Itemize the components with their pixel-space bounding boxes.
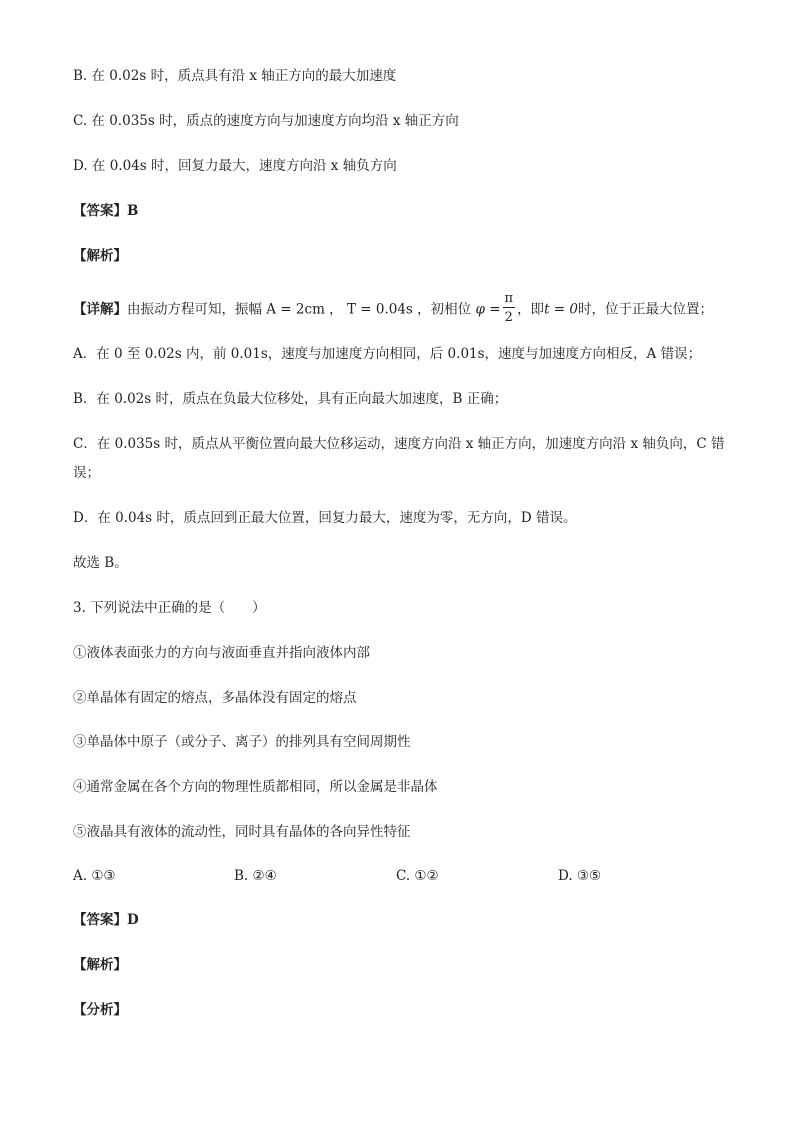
q3-statement-4: ④通常金属在各个方向的物理性质都相同，所以金属是非晶体 xyxy=(73,779,438,795)
q3-title: 3. 下列说法中正确的是（ ） xyxy=(73,600,266,616)
detail-label: 【详解】 xyxy=(73,301,127,318)
q3-statement-1: ①液体表面张力的方向与液面垂直并指向液体内部 xyxy=(73,645,370,661)
q3-analysis-label: 【解析】 xyxy=(73,957,127,973)
q3-answer xyxy=(73,910,139,930)
answer-text: 【答案】B xyxy=(73,203,139,219)
q3-statement-5: ⑤液晶具有液体的流动性，同时具有晶体的各向异性特征 xyxy=(73,824,411,840)
detail-text-a: 由振动方程可知，振幅 A = 2cm ， T = 0.04s ，初相位 xyxy=(127,301,472,318)
q2-answer xyxy=(73,201,138,221)
q3-option-d: D. ③⑤ xyxy=(558,868,602,884)
detail-text-c: 时，位于正最大位置； xyxy=(577,301,713,318)
prev-option-b: B. 在 0.02s 时，质点具有沿 x 轴正方向的最大加速度 xyxy=(73,68,397,84)
detail-text-b: ，即 xyxy=(517,301,545,318)
q3-option-b: B. ②④ xyxy=(234,868,277,884)
prev-option-d: D. 在 0.04s 时，回复力最大，速度方向沿 x 轴负方向 xyxy=(73,158,397,174)
q3-fenxi-label: 【分析】 xyxy=(73,1002,127,1018)
q2-explain-c-line2: 误； xyxy=(73,465,100,481)
q3-statement-3: ③单晶体中原子（或分子、离子）的排列具有空间周期性 xyxy=(73,734,411,750)
q2-conclusion: 故选 B。 xyxy=(73,555,128,571)
q2-explain-c-line1: C．在 0.035s 时，质点从平衡位置向最大位移运动，速度方向沿 x 轴正方向，加速度方向沿 x 轴负向，C 错 xyxy=(73,436,725,452)
q2-explain-b: B．在 0.02s 时，质点在负最大位移处，具有正向最大加速度，B 正确； xyxy=(73,391,508,407)
q3-statement-2: ②单晶体有固定的熔点，多晶体没有固定的熔点 xyxy=(73,690,357,706)
phi-symbol: φ = xyxy=(475,301,501,318)
q3-option-a: A. ①③ xyxy=(73,868,116,884)
q2-analysis-label: 【解析】 xyxy=(73,248,127,264)
fraction-numerator: π xyxy=(504,291,514,306)
q2-explain-a: A．在 0 至 0.02s 内，前 0.01s，速度与加速度方向相同，后 0.01s，速度与加速度方向相反，A 错误； xyxy=(73,346,702,362)
fraction-denominator: 2 xyxy=(504,310,513,325)
prev-option-c: C. 在 0.035s 时，质点的速度方向与加速度方向均沿 x 轴正方向 xyxy=(73,113,459,129)
t-equation: t = 0 xyxy=(544,301,578,318)
q2-detail xyxy=(73,291,713,326)
q2-explain-d: D．在 0.04s 时，质点回到正最大位置，回复力最大，速度为零，无方向，D 错误。 xyxy=(73,510,577,526)
q3-option-c: C. ①② xyxy=(396,868,439,884)
pi-over-two-fraction xyxy=(503,292,516,324)
answer-text: 【答案】D xyxy=(73,912,139,928)
